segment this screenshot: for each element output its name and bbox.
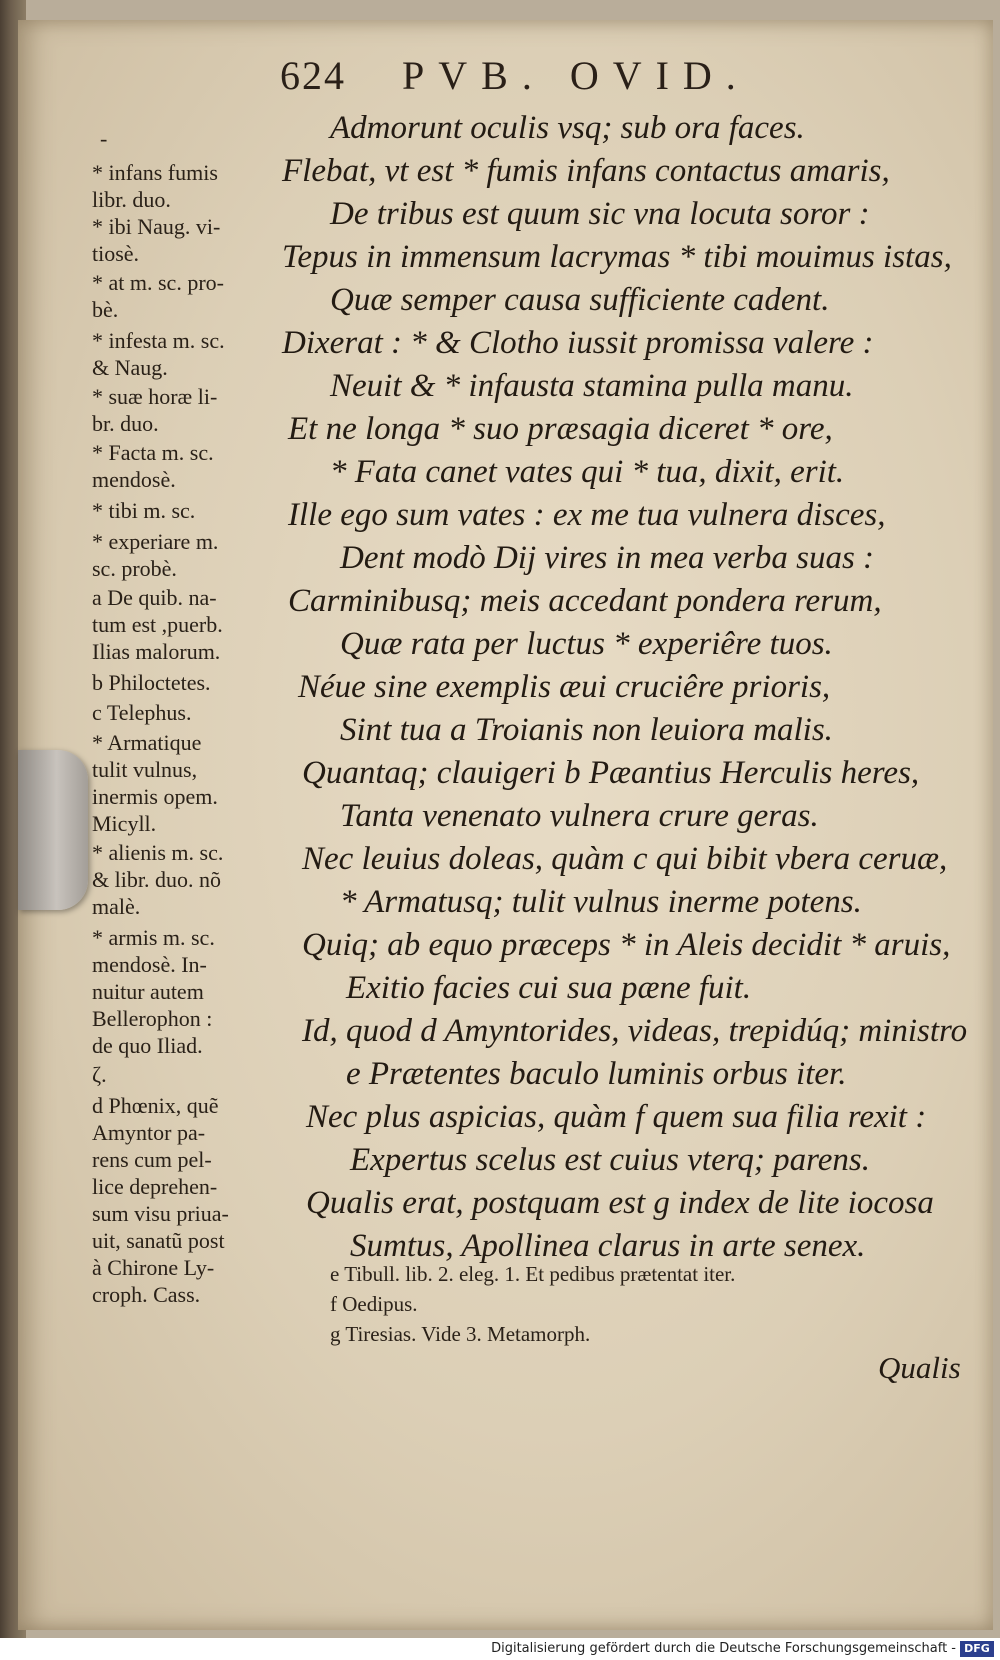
verse-line: Quiq; ab equo præceps * in Aleis decidit * aruis, (302, 927, 951, 963)
verse-line: Flebat, vt est * fumis infans contactus amaris, (282, 153, 890, 189)
margin-note: ζ. (92, 1062, 107, 1087)
margin-note: * tibi m. sc. (92, 498, 196, 523)
margin-note: tum est ,puerb. (92, 612, 223, 637)
verse-line: Carminibusq; meis accedant pondera rerum, (288, 583, 882, 619)
margin-note: * alienis m. sc. (92, 840, 224, 865)
verse-line: Exitio facies cui sua pæne fuit. (346, 970, 752, 1006)
margin-note: * at m. sc. pro- (92, 270, 224, 295)
margin-note: malè. (92, 894, 141, 919)
margin-note: tiosè. (92, 241, 140, 266)
catchword: Qualis (878, 1350, 961, 1385)
margin-note: b Philoctetes. (92, 670, 211, 695)
verse-line: Admorunt oculis vsq; sub ora faces. (330, 110, 805, 146)
margin-note: * infesta m. sc. (92, 328, 225, 353)
verse-line: Quæ semper causa sufficiente cadent. (330, 282, 830, 318)
margin-note: lice deprehen- (92, 1174, 218, 1199)
running-title: PVB. OVID. (402, 53, 750, 98)
margin-note: uit, sanatũ post (92, 1228, 225, 1253)
margin-note: à Chirone Ly- (92, 1255, 215, 1280)
footnote: f Oedipus. (330, 1292, 418, 1316)
dfg-logo: DFG (960, 1641, 994, 1657)
verse-line: Dixerat : * & Clotho iussit promissa valere : (282, 325, 874, 361)
verse-line: Expertus scelus est cuius vterq; parens. (350, 1142, 870, 1178)
verse-line: Sint tua a Troianis non leuiora malis. (340, 712, 833, 748)
margin-note: br. duo. (92, 411, 159, 436)
margin-note: sc. probè. (92, 556, 177, 581)
verse-line: Neuit & * infausta stamina pulla manu. (330, 368, 854, 404)
page-number: 624 (280, 53, 346, 98)
verse-line: De tribus est quum sic vna locuta soror : (330, 196, 870, 232)
footnote: e Tibull. lib. 2. eleg. 1. Et pedibus prætentat iter. (330, 1262, 736, 1286)
margin-note: * Armatique (92, 730, 202, 755)
margin-note: Amyntor pa- (92, 1120, 206, 1145)
margin-note: & libr. duo. nõ (92, 867, 221, 892)
margin-note: tulit vulnus, (92, 757, 198, 782)
verse-line: Et ne longa * suo præsagia diceret * ore, (288, 411, 833, 447)
margin-note: Ilias malorum. (92, 639, 221, 664)
verse-line: * Fata canet vates qui * tua, dixit, erit. (330, 454, 845, 490)
margin-note: inermis opem. (92, 784, 218, 809)
margin-note: d Phœnix, quẽ (92, 1093, 219, 1118)
margin-note: * ibi Naug. vi- (92, 214, 221, 239)
verse-line: Sumtus, Apollinea clarus in arte senex. (350, 1228, 866, 1264)
margin-note: Bellerophon : (92, 1006, 213, 1031)
verse-line: Quantaq; clauigeri b Pæantius Herculis heres, (302, 755, 920, 791)
margin-note: libr. duo. (92, 187, 171, 212)
verse-line: Quæ rata per luctus * experiêre tuos. (340, 626, 833, 662)
margin-note: de quo Iliad. (92, 1033, 203, 1058)
verse-line: Tepus in immensum lacrymas * tibi mouimus istas, (282, 239, 952, 275)
margin-note: - (100, 126, 108, 151)
verse-line: * Armatusq; tulit vulnus inerme potens. (340, 884, 862, 920)
margin-note: c Telephus. (92, 700, 192, 725)
verse-line: Qualis erat, postquam est g index de lite iocosa (306, 1185, 934, 1221)
margin-note: * suæ horæ li- (92, 384, 218, 409)
margin-note: a De quib. na- (92, 585, 217, 610)
verse-line: Tanta venenato vulnera crure geras. (340, 798, 819, 834)
margin-note: & Naug. (92, 355, 168, 380)
margin-note: * infans fumis (92, 160, 218, 185)
margin-note: sum visu priua- (92, 1201, 229, 1226)
verse-line: Néue sine exemplis æui cruciêre prioris, (298, 669, 831, 705)
page-header (280, 52, 750, 99)
margin-note: mendosè. (92, 467, 176, 492)
margin-note: croph. Cass. (92, 1282, 201, 1307)
verse-line: e Prætentes baculo luminis orbus iter. (346, 1056, 847, 1092)
margin-note: * Facta m. sc. (92, 440, 214, 465)
verse-line: Dent modò Dij vires in mea verba suas : (340, 540, 875, 576)
margin-note: mendosè. In- (92, 952, 207, 977)
margin-note: * experiare m. (92, 529, 219, 554)
verse-line: Ille ego sum vates : ex me tua vulnera disces, (288, 497, 886, 533)
verse-line: Id, quod d Amyntorides, videas, trepidúq; ministro (302, 1013, 968, 1049)
margin-note: bè. (92, 297, 119, 322)
page-clip (18, 750, 88, 910)
margin-note: nuitur autem (92, 979, 204, 1004)
footnote: g Tiresias. Vide 3. Metamorph. (330, 1322, 591, 1346)
funding-notice: Digitalisierung gefördert durch die Deutsche Forschungsgemeinschaft - (491, 1641, 956, 1656)
verse-line: Nec plus aspicias, quàm f quem sua filia rexit : (306, 1099, 927, 1135)
margin-note: rens cum pel- (92, 1147, 212, 1172)
margin-note: Micyll. (92, 811, 157, 836)
verse-line: Nec leuius doleas, quàm c qui bibit vbera ceruæ, (302, 841, 948, 877)
margin-note: * armis m. sc. (92, 925, 215, 950)
